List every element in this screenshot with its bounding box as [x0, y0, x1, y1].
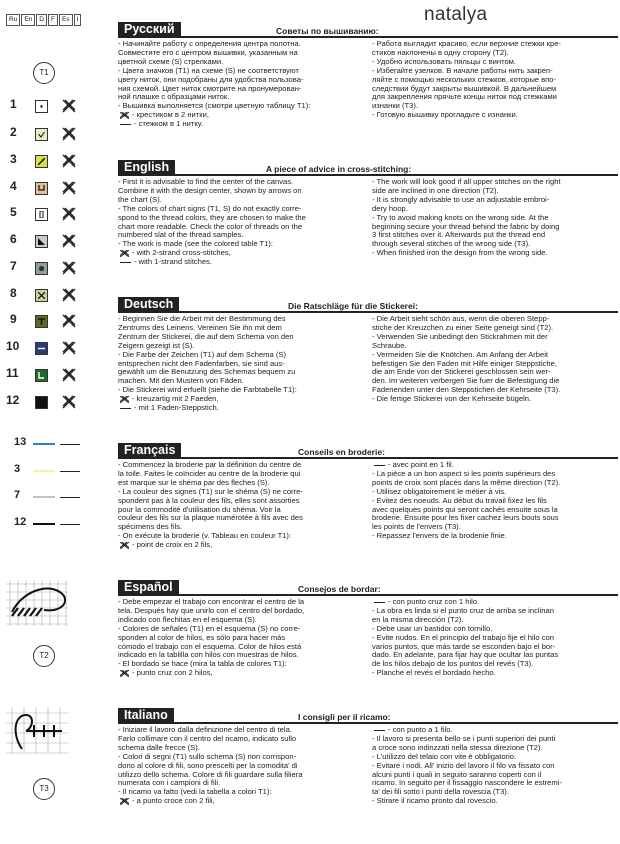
- text-line: numbered slat of the thread samples.: [118, 230, 244, 240]
- text-line: Fadenenden unter den Steppstichen der Kehrseite (T3).: [372, 385, 561, 395]
- line-color-mark: [33, 443, 55, 445]
- text-column-right: [372, 40, 618, 129]
- text-line: - Planche el revés el bordado hecho.: [372, 668, 496, 678]
- stitch-text: - mit 1 Faden-Steppstich.: [134, 403, 219, 413]
- section-header: [118, 443, 618, 459]
- stitch-text: - con punto a 1 filo.: [388, 725, 453, 734]
- stitch-text: - avec point en 1 fil.: [388, 460, 454, 469]
- color-swatch: [35, 155, 48, 168]
- section-0: [118, 22, 618, 129]
- text-line: chart more readable. Check the color of threads on the: [118, 221, 303, 231]
- section-rule: [118, 311, 618, 313]
- symbol-circle-icon: [38, 265, 45, 272]
- t2-cross-stitch-diagram: [4, 578, 70, 628]
- section-header: [118, 160, 618, 176]
- section-subtitle: Conseils en broderie:: [298, 447, 385, 457]
- text-line: a croce sono indinzzati nella stessa direzione (T2).: [372, 742, 543, 752]
- text-line: - Il ricamo va fatto (vedi la tabella a colori T1):: [118, 787, 272, 797]
- text-line: points de croix sont placés dans la même direction (T2).: [372, 477, 561, 487]
- brand-name: natalya: [424, 4, 488, 25]
- text-line: [118, 797, 364, 806]
- text-line: следствии будут закрыты вышивкой. В дальнейшем: [372, 83, 557, 93]
- text-line: Combine it with the design center, shown by arrows on: [118, 185, 302, 195]
- legend-number: 8: [10, 286, 17, 300]
- text-line: cómodo el trabajo con el esquema. Color de hilos está: [118, 641, 302, 651]
- symbol-L-icon: [38, 372, 45, 379]
- text-line: schema dalle frecce (S).: [118, 742, 200, 752]
- text-line: - La obra es linda si el punto cruz de arriba se inclinan: [372, 605, 554, 615]
- t3-securing-thread-diagram: [4, 705, 70, 755]
- color-swatch: [35, 369, 48, 382]
- text-line: dono al colore di fili, sono prescelti per la comodita' di: [118, 760, 298, 770]
- legend-row: [0, 259, 110, 281]
- text-line: - Готовую вышивку прогладьте с изнанки.: [372, 110, 518, 120]
- text-line: [118, 669, 364, 678]
- symbol-x-icon: [38, 292, 45, 299]
- cross-stitch-icon: [62, 99, 76, 113]
- section-title: Русский: [118, 22, 181, 37]
- legend-row: [0, 312, 110, 334]
- text-column-right: [372, 315, 618, 413]
- text-column-left: [118, 461, 364, 550]
- text-line: alcuni punti i quali in seguito saranno coperti con il: [372, 769, 542, 779]
- text-line: - The work is made (see the colored table T1):: [118, 239, 274, 249]
- backstitch-line-icon: [60, 524, 80, 525]
- section-header: [118, 708, 618, 724]
- text-line: - L'utilizzo del telaio con vite è obbligatorio.: [372, 751, 517, 761]
- text-line: - Работа выглядит красиво, если верхние стежки кре-: [372, 39, 561, 48]
- stitch-text: - con punto cruz con 1 hilo.: [388, 597, 480, 606]
- text-line: indicado con flechitas en el esquema (S).: [118, 614, 257, 624]
- section-title: Español: [118, 580, 179, 595]
- text-line: - Il lavoro si presenta bello se i punti superiori dei punti: [372, 733, 556, 743]
- text-line: les points de l'envers (T3).: [372, 522, 461, 532]
- legend-row: [0, 125, 110, 147]
- text-column-left: [118, 178, 364, 267]
- text-line: - Debe usar un bastidor con tornillo.: [372, 623, 493, 633]
- text-column-right: [372, 178, 618, 267]
- text-line: machen. Mit den Mustern von Fäden.: [118, 376, 244, 386]
- text-line: - Die Stickerei wird erfuellt (siehe die Farbtabelle T1):: [118, 385, 297, 395]
- section-rule: [118, 36, 618, 38]
- legend-number: 6: [10, 232, 17, 246]
- text-line: - La couleur des signes (T1) sur le shéma (S) ne corre-: [118, 486, 303, 496]
- color-swatch: [35, 128, 48, 141]
- text-line: spondent pas à la couleur des fils, elles sont assorties: [118, 495, 300, 505]
- text-line: - La pièce a un bon aspect si les points supérieurs des: [372, 468, 556, 478]
- text-line: ляйте с помощью нескольких стежков, которые впо-: [372, 74, 557, 84]
- text-column-right: [372, 461, 618, 550]
- cross-stitch-icon: [120, 542, 129, 549]
- text-column-left: [118, 598, 364, 678]
- text-line: est marque sur le shéma par des fleches (S).: [118, 477, 270, 487]
- lang-tab: D: [36, 14, 47, 26]
- backstitch-line-icon: [120, 262, 131, 263]
- symbol-check-icon: [38, 131, 45, 138]
- text-line: для закрепления прячьте концы ниток под стежками: [372, 92, 557, 102]
- text-line: - Die Arbeit sieht schön aus, wenn die oberen Stepp-: [372, 314, 550, 323]
- symbol-square-icon: [38, 399, 45, 406]
- line-legend-number: 12: [14, 516, 27, 528]
- cross-stitch-icon: [120, 396, 129, 403]
- backstitch-line-icon: [60, 497, 80, 498]
- text-line: de los hilos debajo de los puntos del revés (T3).: [372, 659, 534, 669]
- text-line: tela. Después hay que unirlo con el centro del bordado,: [118, 605, 305, 615]
- text-column-left: [118, 726, 364, 806]
- legend-row: [0, 97, 110, 119]
- text-line: Zentrum der Stickerei, die auf dem Schema von den: [118, 331, 294, 341]
- color-swatch: [35, 289, 48, 302]
- text-line: - Начинайте работу с определения центра полотна.: [118, 39, 301, 48]
- text-column-left: [118, 40, 364, 129]
- legend-row: [0, 393, 110, 415]
- lang-tab: Ru: [6, 14, 20, 26]
- cross-stitch-icon: [62, 261, 76, 275]
- section-subtitle: Consejos de bordar:: [298, 584, 381, 594]
- cross-stitch-icon: [62, 314, 76, 328]
- symbol-t-icon: [38, 318, 45, 325]
- text-line: - The work will look good if all upper stitches on the right: [372, 177, 561, 186]
- section-header: [118, 580, 618, 596]
- legend-number: 4: [10, 179, 17, 193]
- legend-row: [0, 205, 110, 227]
- color-swatch: [35, 100, 48, 113]
- line-color-mark: [33, 496, 55, 498]
- color-swatch: [35, 262, 48, 275]
- line-legend-row: [0, 516, 110, 538]
- text-line: the chart (S).: [118, 194, 162, 204]
- symbol-diag-icon: [38, 158, 45, 165]
- color-swatch: [35, 342, 48, 355]
- cross-stitch-icon: [62, 395, 76, 409]
- section-title: English: [118, 160, 175, 175]
- text-line: 3 first stitches over it. Afterwards put the thread end: [372, 230, 546, 240]
- text-line: ta' dei fili sotto i punti della rovescia (T3).: [372, 787, 509, 797]
- text-line: die am Ende von der Stickerei geschlossen sein wer-: [372, 367, 551, 377]
- text-line: la toile. Faites le coïncider au centre de la broderie qui: [118, 468, 301, 478]
- text-line: [118, 258, 364, 267]
- t2-badge: T2: [33, 645, 55, 667]
- text-line: - Commencez la broderie par la définition du centre de: [118, 460, 302, 469]
- text-line: - When finished iron the design from the wrong side.: [372, 248, 548, 258]
- text-line: sponden al color de hilos, es sólo para hacer más: [118, 632, 286, 642]
- text-line: stiche der Kreuzchen zu einer Seite geneigt sind (T2).: [372, 322, 554, 332]
- lang-tab: Es: [59, 14, 73, 26]
- text-line: spécimens des fils.: [118, 522, 183, 532]
- text-line: - It is strongly advisable to use an adjustable embroi-: [372, 194, 550, 204]
- text-line: - Colori di segni (T1) sullo schema (S) non corrispon-: [118, 751, 297, 761]
- section-subtitle: Die Ratschläge für die Stickerei:: [288, 301, 418, 311]
- text-line: - Die fertige Stickerei von der Kehrseite bügeln.: [372, 394, 532, 404]
- text-column-right: [372, 598, 618, 678]
- backstitch-line-icon: [374, 602, 385, 603]
- color-swatch: [35, 315, 48, 328]
- stitch-text: - kreuzartig mit 2 Faeden,: [132, 394, 219, 404]
- lang-tab: En: [21, 14, 35, 26]
- text-column-right: [372, 726, 618, 806]
- color-swatch: [35, 235, 48, 248]
- legend-number: 7: [10, 259, 17, 273]
- line-legend-row: [0, 436, 110, 458]
- symbol-tri-icon: [38, 238, 45, 245]
- text-line: indicado en la tablilla con hilos con muestras de hilos.: [118, 650, 299, 660]
- text-line: - Evitez des noeuds. Au début du travail fixez les fils: [372, 495, 547, 505]
- text-line: befestigen Sie den Faden mit Hilfe einiger Steppstiche,: [372, 358, 557, 368]
- legend-number: 10: [6, 339, 20, 353]
- t1-badge: T1: [33, 62, 55, 84]
- color-swatch: [35, 182, 48, 195]
- text-line: utilizzo dello schema. Colore di fili guardare sulla filiera: [118, 769, 303, 779]
- text-line: - Try to avoid making knots on the wrong side. At the: [372, 212, 549, 222]
- text-line: - The colors of chart signs (T1, S) do not exactly corre-: [118, 203, 302, 213]
- text-line: [118, 120, 364, 129]
- section-subtitle: I consigli per il ricamo:: [298, 712, 391, 722]
- text-line: - Verwenden Sie unbedingt den Stickrahmen mit der: [372, 331, 548, 341]
- symbol-minus-icon: [38, 345, 45, 352]
- section-subtitle: Советы по вышиванию:: [276, 26, 379, 36]
- text-line: - First it is advisable to find the center of the canvas.: [118, 177, 294, 186]
- legend-row: [0, 366, 110, 388]
- text-line: ния схемой. Цвет ниток смотрите на пронумерован-: [118, 83, 302, 93]
- text-line: - Избегайте узелков. В начале работы нить закреп-: [372, 65, 553, 75]
- section-rule: [118, 457, 618, 459]
- lang-tab: F: [48, 14, 58, 26]
- text-line: - El bordado se hace (mira la tabla de colores T1):: [118, 659, 287, 669]
- backstitch-line-icon: [374, 465, 385, 466]
- language-tabs: [6, 14, 82, 26]
- text-line: side are inclined in one direction (T2).: [372, 185, 499, 195]
- section-header: [118, 22, 618, 38]
- cross-stitch-icon: [62, 288, 76, 302]
- text-line: цветной схеме (S) стрелками.: [118, 56, 224, 66]
- legend-number: 3: [10, 152, 17, 166]
- text-line: цвету ниток, они подобраны для удобства пользова-: [118, 74, 304, 84]
- legend-number: 9: [10, 312, 17, 326]
- legend-number: 5: [10, 205, 17, 219]
- text-line: Совместите его с центром вышивки, указанным на: [118, 47, 298, 57]
- text-line: ной плашке с образцами ниток.: [118, 92, 230, 102]
- section-title: Français: [118, 443, 181, 458]
- text-line: ricamo. In seguito per il fissaggio nascondere le estremi-: [372, 778, 562, 788]
- text-line: through several stitches of the wrong side (T3).: [372, 239, 531, 249]
- text-line: entsprechen nicht den Fadenfarben, sie sind aus-: [118, 358, 285, 368]
- line-color-mark: [33, 470, 55, 472]
- section-rule: [118, 722, 618, 724]
- text-line: стиков наклонены в одну сторону (T2).: [372, 47, 509, 57]
- backstitch-line-icon: [120, 408, 131, 409]
- text-line: avec quelques points qui seront cachés ensuite sous la: [372, 504, 558, 514]
- line-legend-number: 7: [14, 489, 21, 501]
- backstitch-line-icon: [120, 124, 131, 125]
- cross-stitch-icon: [62, 341, 76, 355]
- backstitch-line-icon: [60, 444, 80, 445]
- cross-stitch-icon: [62, 207, 76, 221]
- lang-tab: I: [74, 14, 82, 26]
- color-swatch: [35, 396, 48, 409]
- text-line: - On exécute la broderie (v. Tableau en couleur T1):: [118, 531, 292, 541]
- text-line: [118, 541, 364, 550]
- text-column-left: [118, 315, 364, 413]
- text-line: numerata con i campioni di fili.: [118, 778, 221, 788]
- text-line: - Die Farbe der Zeichen (T1) auf dem Schema (S): [118, 349, 286, 359]
- text-line: Zentrums des Leinens. Vereinen Sie ihn mit dem: [118, 322, 282, 332]
- line-legend-row: [0, 489, 110, 511]
- legend-row: [0, 152, 110, 174]
- section-rule: [118, 594, 618, 596]
- text-line: - Repassez l'envers de la brodenie finie.: [372, 531, 507, 541]
- section-title: Italiano: [118, 708, 174, 723]
- text-line: - Stirare il ricamo pronto dal rovescio.: [372, 796, 498, 806]
- text-line: couleur des fils sur la plaque numérotée à fils avec des: [118, 513, 303, 523]
- line-legend-number: 13: [14, 436, 27, 448]
- backstitch-line-icon: [60, 471, 80, 472]
- section-3: [118, 443, 618, 550]
- section-header: [118, 297, 618, 313]
- stitch-text: - a punto croce con 2 fili,: [132, 796, 215, 806]
- cross-stitch-icon: [120, 798, 129, 805]
- legend-row: [0, 179, 110, 201]
- section-rule: [118, 174, 618, 176]
- text-line: spond to the thread colors, they are chosen to make the: [118, 212, 306, 222]
- legend-row: [0, 339, 110, 361]
- line-color-mark: [33, 523, 55, 525]
- text-line: gewählt um die Benutzung des Schemas bequem zu: [118, 367, 296, 377]
- stitch-text: - крестиком в 2 нитки,: [132, 110, 209, 120]
- symbol-dot-icon: [38, 103, 45, 110]
- text-line: - Vermeiden Sie die Knötchen. Am Anfang der Arbeit: [372, 349, 549, 359]
- stitch-text: - punto cruz con 2 hilos,: [132, 668, 213, 678]
- text-line: - Colores de señales (T1) en el esquema (S) no corre-: [118, 623, 301, 633]
- stitch-text: - with 2-strand cross-stitches,: [132, 248, 231, 258]
- legend-row: [0, 286, 110, 308]
- text-line: pour la commodité d'utilisation du shéma. Voir la: [118, 504, 281, 514]
- legend-number: 11: [6, 366, 19, 380]
- text-line: - Evitare i nodi. All' inizio del lavoro il filo va fissato con: [372, 760, 555, 770]
- section-4: [118, 580, 618, 678]
- text-line: dery hoop.: [372, 203, 408, 213]
- section-2: [118, 297, 618, 413]
- text-line: Schraube.: [372, 340, 407, 350]
- section-1: [118, 160, 618, 267]
- line-legend-number: 3: [14, 463, 21, 475]
- legend-number: 12: [6, 393, 20, 407]
- cross-stitch-icon: [62, 154, 76, 168]
- stitch-text: - стежком в 1 нитку.: [134, 119, 203, 129]
- cross-stitch-icon: [62, 234, 76, 248]
- legend-number: 1: [10, 97, 17, 111]
- color-swatch: [35, 208, 48, 221]
- text-line: изнанки (T3).: [372, 101, 419, 111]
- cross-stitch-icon: [62, 181, 76, 195]
- cross-stitch-icon: [120, 112, 129, 119]
- legend-row: [0, 232, 110, 254]
- line-legend-row: [0, 463, 110, 485]
- stitch-text: - with 1-strand stitches.: [134, 257, 213, 267]
- section-subtitle: A piece of advice in cross-stitching:: [266, 164, 412, 174]
- symbol-u-icon: [38, 185, 45, 192]
- text-line: - Debe empezar el trabajo con encontrar el centro de la: [118, 597, 305, 606]
- text-line: - Beginnen Sie die Arbeit mit der Bestimmung des: [118, 314, 286, 323]
- text-line: beginning secure your thread behind the fabric by doing: [372, 221, 560, 231]
- section-5: [118, 708, 618, 806]
- section-title: Deutsch: [118, 297, 179, 312]
- legend-number: 2: [10, 125, 17, 139]
- text-line: Zeigern gezeigt ist (S).: [118, 340, 195, 350]
- text-line: - Evite nudos. En el principio del trabajo fije el hilo con: [372, 632, 554, 642]
- text-line: en la misma dirección (T2).: [372, 614, 464, 624]
- text-line: broderie. Ensuite pour les fixer cachez leurs bouts sous: [372, 513, 559, 523]
- cross-stitch-icon: [120, 670, 129, 677]
- text-line: dado. En adelante, para fijar hay que ocultar las puntas: [372, 650, 559, 660]
- text-line: den. Im weiteren verbergen Sie fuer die Befestigung die: [372, 376, 560, 386]
- backstitch-line-icon: [374, 730, 385, 731]
- cross-stitch-icon: [62, 368, 76, 382]
- text-line: - Iniziare il lavoro dalla definizione del centro di tela.: [118, 725, 292, 734]
- text-line: varios puntos, que más tarde se esconden bajo el bor-: [372, 641, 556, 651]
- cross-stitch-icon: [62, 127, 76, 141]
- cross-stitch-icon: [120, 250, 129, 257]
- text-line: [118, 404, 364, 413]
- t3-badge: T3: [33, 778, 55, 800]
- text-line: - Цвета значков (T1) на схеме (S) не соответствуют: [118, 65, 299, 75]
- text-line: - Вышивка выполняется (смотри цветную таблицу T1):: [118, 101, 311, 111]
- text-line: Farlo collimare con il centro del ricamo, indicato sullo: [118, 733, 297, 743]
- text-line: - Удобно использовать пяльцы с винтом.: [372, 56, 517, 66]
- stitch-text: - point de croix en 2 fils,: [132, 540, 213, 550]
- symbol-bar-icon: [38, 211, 45, 218]
- text-line: - Utilisez obligatoirement le métier à vis.: [372, 486, 507, 496]
